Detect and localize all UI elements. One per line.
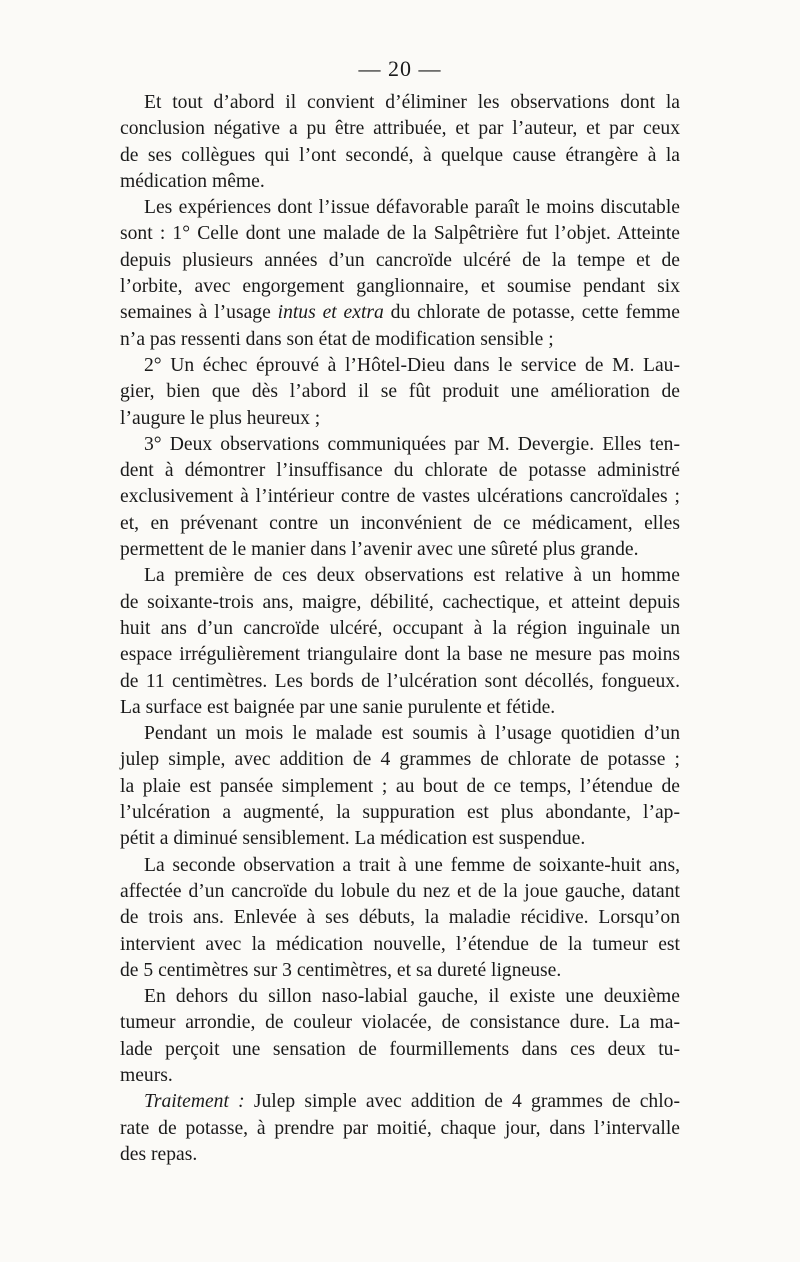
text-line: affectée d’un cancroïde du lobule du nez et de la joue gauche, datant — [120, 880, 680, 902]
text-line: Traitement : Julep simple avec addition de 4 grammes de chlo- — [144, 1091, 680, 1113]
text-line: permettent de le manier dans l’avenir avec une sûreté plus grande. — [120, 539, 639, 561]
text-line: des repas. — [120, 1143, 198, 1165]
text-line: gier, bien que dès l’abord il se fût produit une amélioration de — [120, 381, 680, 403]
text-line: médication même. — [120, 170, 265, 192]
text-line: l’augure le plus heureux ; — [120, 407, 321, 429]
paragraph-p2 — [120, 195, 680, 353]
text-line: n’a pas ressenti dans son état de modification sensible ; — [120, 328, 554, 350]
text-line: espace irrégulièrement triangulaire dont la base ne mesure pas moins — [120, 644, 680, 666]
text-line: tumeur arrondie, de couleur violacée, de consistance dure. La ma- — [120, 1012, 680, 1034]
text-line: la plaie est pansée simplement ; au bout de ce temps, l’étendue de — [120, 775, 680, 797]
text-line: julep simple, avec addition de 4 grammes de chlorate de potasse ; — [120, 749, 680, 771]
text-line: 3° Deux observations communiquées par M. Devergie. Elles ten- — [144, 433, 680, 455]
text-line: Les expériences dont l’issue défavorable paraît le moins discutable — [144, 197, 680, 219]
paragraph-p9 — [120, 1089, 680, 1168]
text-line: meurs. — [120, 1064, 173, 1086]
text-line: En dehors du sillon naso-labial gauche, il existe une deuxième — [144, 986, 680, 1008]
text-line: l’ulcération a augmenté, la suppuration est plus abondante, l’ap- — [120, 802, 680, 824]
text-line: et, en prévenant contre un inconvénient de ce médicament, elles — [120, 512, 680, 534]
body-text — [120, 90, 680, 1168]
text-line: lade perçoit une sensation de fourmillements dans ces deux tu- — [120, 1038, 680, 1060]
paragraph-p8 — [120, 984, 680, 1089]
text-line: depuis plusieurs années d’un cancroïde ulcéré de la tempe et de — [120, 249, 680, 271]
text-line: de 5 centimètres sur 3 centimètres, et sa dureté ligneuse. — [120, 959, 562, 981]
text-line: huit ans d’un cancroïde ulcéré, occupant à la région inguinale un — [120, 617, 680, 639]
text-line: La seconde observation a trait à une femme de soixante-huit ans, — [144, 854, 680, 876]
text-line: de trois ans. Enlevée à ses débuts, la maladie récidive. Lorsqu’on — [120, 907, 680, 929]
text-line: sont : 1° Celle dont une malade de la Salpêtrière fut l’objet. Atteinte — [120, 223, 680, 245]
paragraph-p6 — [120, 721, 680, 852]
italic-phrase: intus et extra — [277, 302, 384, 324]
paragraph-p4 — [120, 432, 680, 563]
text-line: de 11 centimètres. Les bords de l’ulcération sont décollés, fongueux. — [120, 670, 680, 692]
text-line: La première de ces deux observations est relative à un homme — [144, 565, 680, 587]
italic-phrase: Traitement : — [144, 1091, 245, 1113]
text-line: semaines à l’usage intus et extra du chlorate de potasse, cette femme — [120, 302, 680, 324]
text-line: l’orbite, avec engorgement ganglionnaire, et soumise pendant six — [120, 276, 680, 298]
text-line: de soixante-trois ans, maigre, débilité, cachectique, et atteint depuis — [120, 591, 680, 613]
text-line: pétit a diminué sensiblement. La médication est suspendue. — [120, 828, 586, 850]
page-number: — 20 — — [358, 56, 442, 81]
text-line: intervient avec la médication nouvelle, l’étendue de la tumeur est — [120, 933, 680, 955]
text-line: Pendant un mois le malade est soumis à l’usage quotidien d’un — [144, 723, 680, 745]
paragraph-p7 — [120, 853, 680, 984]
paragraph-p3 — [120, 353, 680, 432]
text-line: La surface est baignée par une sanie purulente et fétide. — [120, 696, 556, 718]
text-line: rate de potasse, à prendre par moitié, chaque jour, dans l’intervalle — [120, 1117, 680, 1139]
text-line: 2° Un échec éprouvé à l’Hôtel-Dieu dans le service de M. Lau- — [144, 354, 680, 376]
text-line: exclusivement à l’intérieur contre de vastes ulcérations cancroïdales ; — [120, 486, 680, 508]
paragraph-p5 — [120, 563, 680, 721]
paragraph-p1 — [120, 90, 680, 195]
text-line: Et tout d’abord il convient d’éliminer les observations dont la — [144, 92, 680, 113]
text-line: conclusion négative a pu être attribuée, et par l’auteur, et par ceux — [120, 118, 680, 140]
text-line: dent à démontrer l’insuffisance du chlorate de potasse administré — [120, 460, 680, 482]
text-line: de ses collègues qui l’ont secondé, à quelque cause étrangère à la — [120, 144, 680, 166]
